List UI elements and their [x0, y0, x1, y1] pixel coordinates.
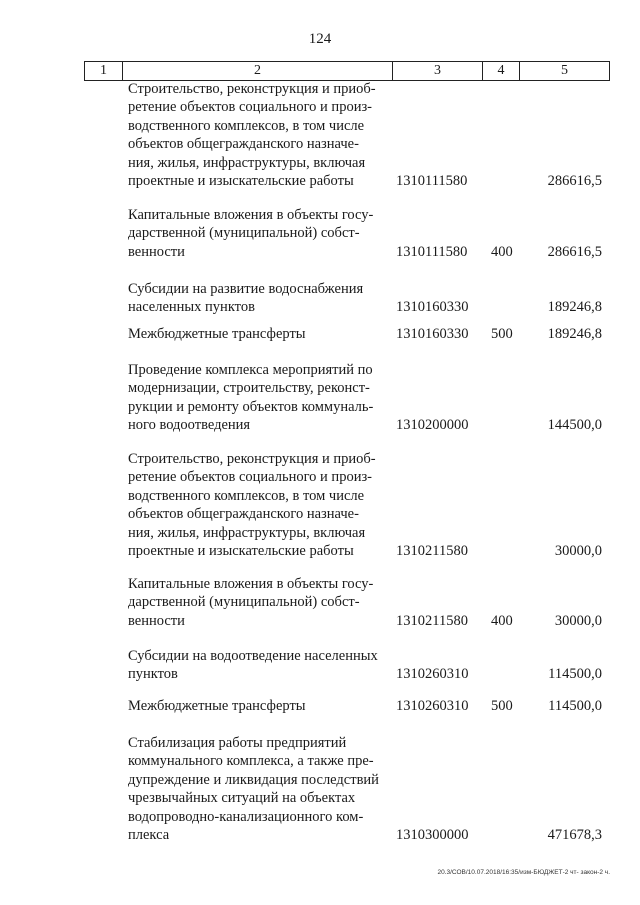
description-line: Капитальные вложения в объекты госу- [128, 576, 374, 592]
row-description [128, 647, 390, 684]
row-expense-type: 400 [491, 243, 513, 260]
row-code: 1310211580 [396, 543, 468, 560]
description-line: ния, жилья, инфраструктуры, включая [128, 154, 366, 171]
description-line: рукции и ремонту объектов коммуналь- [128, 398, 374, 415]
row-description [128, 325, 390, 343]
table-row [128, 280, 610, 317]
description-line: населенных пунктов [128, 299, 255, 316]
table-row [128, 361, 610, 435]
description-line: проектные и изыскательские работы [128, 173, 354, 190]
table-row [128, 325, 610, 343]
description-line: водопроводно-канализационного ком- [128, 808, 364, 825]
table-row [128, 647, 610, 684]
row-amount: 471678,3 [547, 827, 602, 844]
row-code: 1310260310 [396, 698, 469, 714]
description-line: Строительство, реконструкция и приоб- [128, 451, 376, 467]
description-line: объектов общегражданского назначе- [128, 136, 359, 153]
description-line: ретение объектов социального и произ- [128, 469, 373, 486]
row-amount: 144500,0 [547, 417, 602, 434]
header-col-5: 5 [561, 63, 568, 78]
header-col-3: 3 [393, 62, 483, 80]
footer-note: 20.3/СОВ/10.07.2018/16:35/изм-БЮДЖЕТ-2 чт- закон-2 ч. [437, 869, 610, 876]
description-line: венности [128, 243, 185, 260]
table-row [128, 206, 610, 261]
table-row [128, 734, 610, 844]
table-row [128, 80, 610, 190]
row-amount: 286616,5 [547, 243, 602, 260]
table-header [84, 61, 610, 81]
description-line: объектов общегражданского назначе- [128, 506, 359, 523]
description-line: проектные и изыскательские работы [128, 543, 354, 560]
description-line: водственного комплексов, в том числе [128, 487, 365, 504]
table-row [128, 697, 610, 715]
table-row [128, 575, 610, 630]
description-line: дупреждение и ликвидация последствий [128, 771, 379, 788]
header-col-2: 2 [123, 62, 393, 80]
row-amount: 189246,8 [547, 299, 602, 316]
description-line: Межбюджетные трансферты [128, 698, 306, 714]
row-code: 1310111580 [396, 243, 468, 260]
description-line: Капитальные вложения в объекты госу- [128, 207, 374, 223]
header-col-4: 4 [483, 62, 520, 80]
row-expense-type: 500 [491, 698, 513, 714]
description-line: пунктов [128, 666, 178, 683]
row-description [128, 697, 390, 715]
description-line: дарственной (муниципальной) собст- [128, 594, 360, 611]
row-expense-type: 500 [491, 326, 513, 342]
table-row [128, 450, 610, 560]
header-col-1: 1 [85, 62, 123, 80]
row-amount: 189246,8 [547, 326, 602, 342]
description-line: ного водоотведения [128, 417, 251, 434]
row-amount: 114500,0 [548, 666, 602, 683]
description-line: коммунального комплекса, а также пре- [128, 753, 374, 770]
row-description [128, 80, 390, 190]
row-amount: 30000,0 [554, 612, 602, 629]
row-code: 1310300000 [396, 827, 469, 844]
row-description [128, 361, 390, 435]
description-line: водственного комплексов, в том числе [128, 117, 365, 134]
row-amount: 114500,0 [548, 698, 602, 714]
row-amount: 286616,5 [547, 173, 602, 190]
row-code: 1310211580 [396, 612, 468, 629]
row-code: 1310260310 [396, 666, 469, 683]
row-code: 1310111580 [396, 173, 468, 190]
row-amount: 30000,0 [554, 543, 602, 560]
description-line: ретение объектов социального и произ- [128, 99, 373, 116]
description-line: чрезвычайных ситуаций на объектах [128, 790, 356, 807]
row-code: 1310160330 [396, 326, 469, 342]
description-line: Стабилизация работы предприятий [128, 735, 347, 751]
row-description [128, 206, 390, 261]
description-line: дарственной (муниципальной) собст- [128, 225, 360, 242]
description-line: Межбюджетные трансферты [128, 326, 306, 342]
row-description [128, 450, 390, 560]
page-number: 124 [308, 31, 332, 47]
row-description [128, 734, 390, 844]
description-line: модернизации, строительству, реконст- [128, 380, 370, 397]
description-line: венности [128, 612, 185, 629]
description-line: ния, жилья, инфраструктуры, включая [128, 524, 366, 541]
description-line: плекса [128, 827, 170, 844]
row-code: 1310200000 [396, 417, 469, 434]
description-line: Строительство, реконструкция и приоб- [128, 81, 376, 97]
row-description [128, 280, 390, 317]
row-description [128, 575, 390, 630]
description-line: Субсидии на развитие водоснабжения [128, 281, 364, 297]
row-code: 1310160330 [396, 299, 469, 316]
row-expense-type: 400 [491, 612, 513, 629]
description-line: Субсидии на водоотведение населенных [128, 648, 378, 664]
description-line: Проведение комплекса мероприятий по [128, 362, 373, 378]
